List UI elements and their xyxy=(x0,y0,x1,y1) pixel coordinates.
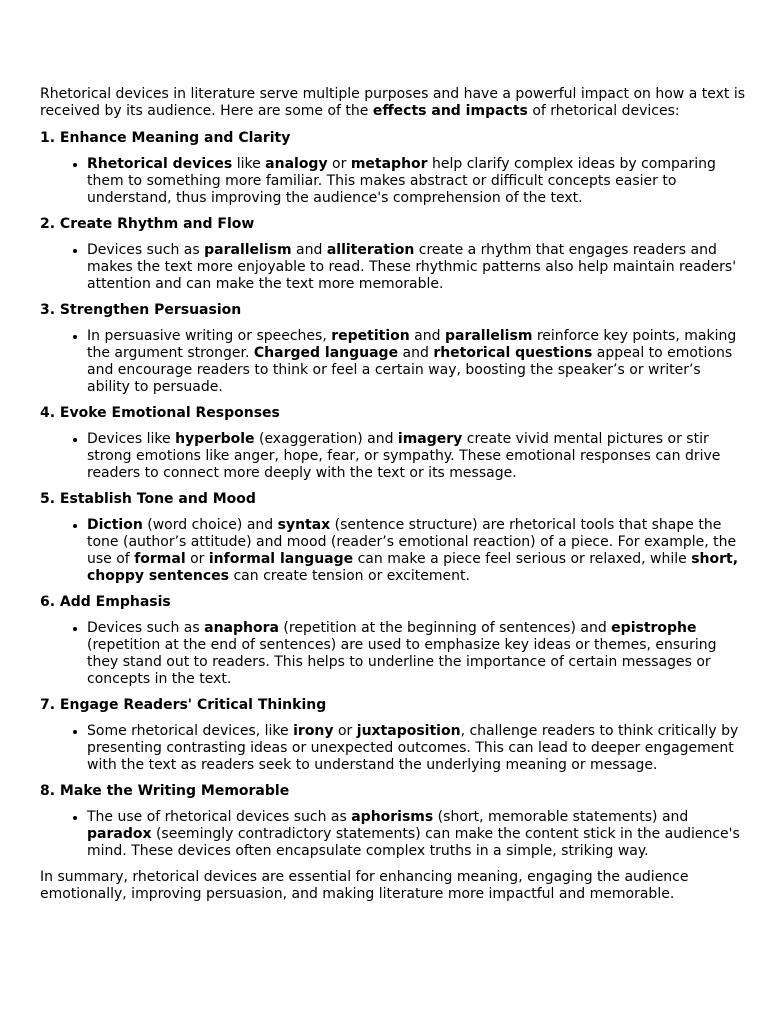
bullet-item xyxy=(87,620,745,688)
section-heading: 5. Establish Tone and Mood xyxy=(40,491,256,507)
bold-term: imagery xyxy=(397,431,463,447)
bold-term: Rhetorical devices xyxy=(87,156,233,172)
bullet-list xyxy=(40,620,745,688)
text-run: create a rhythm that engages readers and makes the text more enjoyable to read. These rhythmic patterns also help maintain readers' attention and can make the text more memorable. xyxy=(87,242,737,292)
bold-term: Diction xyxy=(87,517,143,533)
sections-container xyxy=(40,130,745,860)
text-run: like xyxy=(232,156,266,172)
text-run: Devices such as xyxy=(87,620,205,636)
bold-term: juxtaposition xyxy=(356,723,461,739)
section-heading: 8. Make the Writing Memorable xyxy=(40,783,290,799)
intro-paragraph xyxy=(40,86,745,120)
bold-term: paradox xyxy=(87,826,152,842)
text-run: In persuasive writing or speeches, xyxy=(87,328,332,344)
text-run: appeal to emotions and encourage readers to think or feel a certain way, boosting the speaker’s or writer’s ability to persuade. xyxy=(87,345,733,395)
bullet-item xyxy=(87,431,745,482)
bold-term: alliteration xyxy=(326,242,415,258)
text-run: , challenge readers to think critically by presenting contrasting ideas or unexpected outcomes. This can lead to deeper engagement with the text as readers seek to understand the underlying meaning or message. xyxy=(87,723,739,773)
bullet-item xyxy=(87,328,745,396)
bold-term: aphorisms xyxy=(351,809,434,825)
bullet-list xyxy=(40,156,745,207)
text-run: The use of rhetorical devices such as xyxy=(87,809,352,825)
text-run: Some rhetorical devices, like xyxy=(87,723,294,739)
text-run: or xyxy=(333,723,357,739)
text-run: or xyxy=(185,551,209,567)
bullet-item xyxy=(87,723,745,774)
bullet-list xyxy=(40,431,745,482)
text-run: (repetition at the beginning of sentences) and xyxy=(278,620,612,636)
bold-term: rhetorical questions xyxy=(433,345,593,361)
text-run: and xyxy=(398,345,434,361)
text-run: and xyxy=(291,242,327,258)
bold-term: epistrophe xyxy=(611,620,697,636)
text-run: (short, memorable statements) and xyxy=(433,809,689,825)
bullet-list xyxy=(40,723,745,774)
text-run: Devices such as xyxy=(87,242,205,258)
section-heading: 2. Create Rhythm and Flow xyxy=(40,216,255,232)
bullet-item xyxy=(87,242,745,293)
bold-term: repetition xyxy=(331,328,410,344)
section-heading: 4. Evoke Emotional Responses xyxy=(40,405,280,421)
bold-term: parallelism xyxy=(444,328,533,344)
bullet-list xyxy=(40,517,745,585)
bullet-item xyxy=(87,517,745,585)
bold-term: parallelism xyxy=(204,242,292,258)
section-heading: 7. Engage Readers' Critical Thinking xyxy=(40,697,327,713)
bold-term: anaphora xyxy=(204,620,279,636)
text-run: of rhetorical devices: xyxy=(527,103,680,119)
text-run: Rhetorical devices in literature serve multiple purposes and have a powerful impact on how a text is received by its audience. Here are some of the xyxy=(40,86,745,119)
bold-term: irony xyxy=(293,723,334,739)
text-run: or xyxy=(327,156,351,172)
bold-term: hyperbole xyxy=(175,431,255,447)
bullet-item xyxy=(87,809,745,860)
text-run: (sentence structure) are rhetorical tools that shape the tone (author’s attitude) and mood (reader’s emotional reaction) of a piece. For example, the use of xyxy=(87,517,737,567)
text-run: can make a piece feel serious or relaxed, while xyxy=(353,551,692,567)
text-run: create vivid mental pictures or stir strong emotions like anger, hope, fear, or sympathy. These emotional responses can drive readers to connect more deeply with the text or its message. xyxy=(87,431,721,481)
bold-term: metaphor xyxy=(350,156,428,172)
section-heading: 1. Enhance Meaning and Clarity xyxy=(40,130,291,146)
text-run: (repetition at the end of sentences) are used to emphasize key ideas or themes, ensuring they stand out to readers. This helps to underline the importance of certain messages or concepts in the text. xyxy=(87,637,717,687)
bold-term: syntax xyxy=(277,517,331,533)
text-run: (word choice) and xyxy=(142,517,278,533)
bullet-list xyxy=(40,328,745,396)
bullet-list xyxy=(40,809,745,860)
text-run: Devices like xyxy=(87,431,176,447)
bullet-item xyxy=(87,156,745,207)
bold-term: Charged language xyxy=(253,345,399,361)
text-run: (exaggeration) and xyxy=(254,431,398,447)
bold-term: analogy xyxy=(265,156,328,172)
text-run: can create tension or excitement. xyxy=(229,568,470,584)
bold-term: informal language xyxy=(208,551,354,567)
document-page xyxy=(40,86,745,903)
summary-paragraph: In summary, rhetorical devices are essential for enhancing meaning, engaging the audience emotionally, improving persuasion, and making literature more impactful and memorable. xyxy=(40,869,689,902)
bullet-list xyxy=(40,242,745,293)
bold-term: short, choppy sentences xyxy=(87,551,739,584)
bold-term: formal xyxy=(134,551,186,567)
text-run: reinforce key points, making the argument stronger. xyxy=(87,328,737,361)
section-heading: 3. Strengthen Persuasion xyxy=(40,302,242,318)
section-heading: 6. Add Emphasis xyxy=(40,594,171,610)
text-run: (seemingly contradictory statements) can make the content stick in the audience's mind. These devices often encapsulate complex truths in a simple, striking way. xyxy=(87,826,740,859)
bold-term: effects and impacts xyxy=(372,103,528,119)
text-run: help clarify complex ideas by comparing them to something more familiar. This makes abstract or difficult concepts easier to understand, thus improving the audience's comprehension of the text. xyxy=(87,156,716,206)
text-run: and xyxy=(409,328,445,344)
